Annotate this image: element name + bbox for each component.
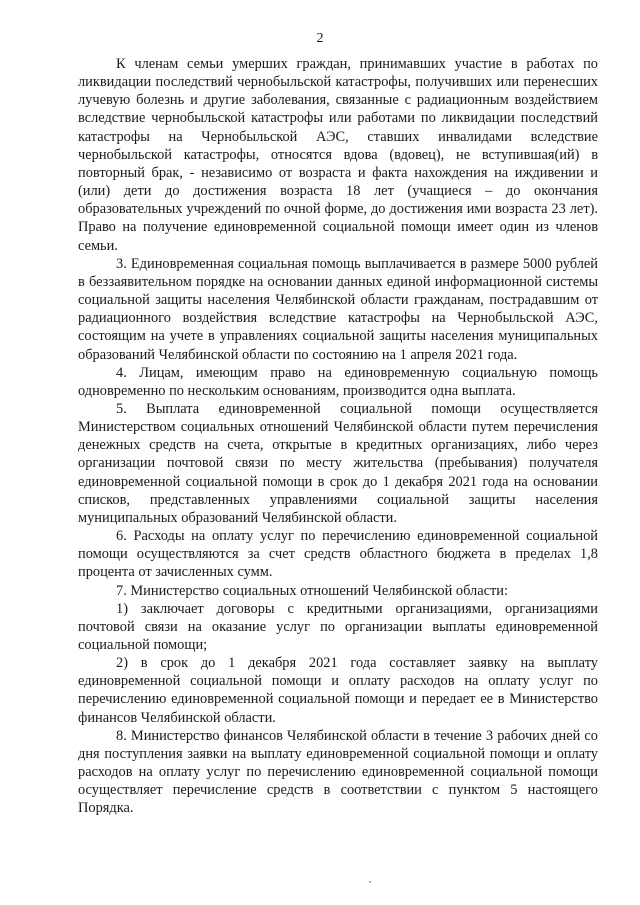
paragraph-item-6: 6. Расходы на оплату услуг по перечислению единовременной социальной помощи осуществляются за счет средств областного бюджета в пределах 1,8 процента от зачисленных сумм. — [78, 528, 598, 581]
paragraph-item-7-subitem-1: 1) заключает договоры с кредитными организациями, организациями почтовой связи на оказание услуг по организации выплаты единовременной социальной помощи; — [78, 600, 598, 653]
document-body — [78, 55, 598, 818]
paragraph-item-7-subitem-2: 2) в срок до 1 декабря 2021 года составляет заявку на выплату единовременной социальной помощи и оплату расходов на оплату услуг по перечислению единовременной социальной помощи и передает ее в Министерство финансов Челябинской области. — [78, 655, 598, 726]
paragraph-item-3: 3. Единовременная социальная помощь выплачивается в размере 5000 рублей в беззаявительном порядке на основании данных единой информационной системы социальной защиты населения Челябинской области гражданам, пострадавшим от радиационного воздействия вследствие катастрофы на Чернобыльской АЭС, состоящим на учете в управлениях социальной защиты населения муниципальных образований Челябинской области по состоянию на 1 апреля 2021 года. — [78, 255, 598, 363]
page-number: 2 — [316, 31, 324, 46]
paragraph-item-8: 8. Министерство финансов Челябинской области в течение 3 рабочих дней со дня поступления заявки на выплату единовременной социальной помощи и оплату расходов на оплату услуг по перечислению единовременной социальной помощи осуществляет перечисление средств в соответствии с пунктом 5 настоящего Порядка. — [78, 727, 598, 817]
paragraph-item-5: 5. Выплата единовременной социальной помощи осуществляется Министерством социальных отношений Челябинской области путем перечисления денежных средств на счета, открытые в кредитных организациях, либо через организации почтовой связи по месту жительства (пребывания) получателя единовременной социальной помощи в срок до 1 декабря 2021 года на основании списков, представленных управлениями социальной защиты населения муниципальных образований Челябинской области. — [78, 400, 598, 526]
paragraph-item-4: 4. Лицам, имеющим право на единовременную социальную помощь одновременно по нескольким основаниям, производится одна выплата. — [78, 364, 598, 399]
paragraph-family-members: К членам семьи умерших граждан, принимавших участие в работах по ликвидации последствий чернобыльской катастрофы, получивших или перенесших лучевую болезнь и другие заболевания, связанные с радиационным воздействием вследствие чернобыльской катастрофы или работами по ликвидации последствий катастрофы на Чернобыльской АЭС, ставших инвалидами вследствие чернобыльской катастрофы, относятся вдова (вдовец), не вступившая(ий) в повторный брак, - независимо от возраста и факта нахождения на иждивении и (или) дети до достижения возраста 18 лет (учащиеся – до окончания образовательных учреждений по очной форме, до достижения ими возраста 23 лет). Право на получение единовременной социальной помощи имеет один из членов семьи. — [78, 56, 598, 254]
scan-speck — [369, 881, 371, 883]
paragraph-item-7: 7. Министерство социальных отношений Челябинской области: — [116, 582, 508, 599]
